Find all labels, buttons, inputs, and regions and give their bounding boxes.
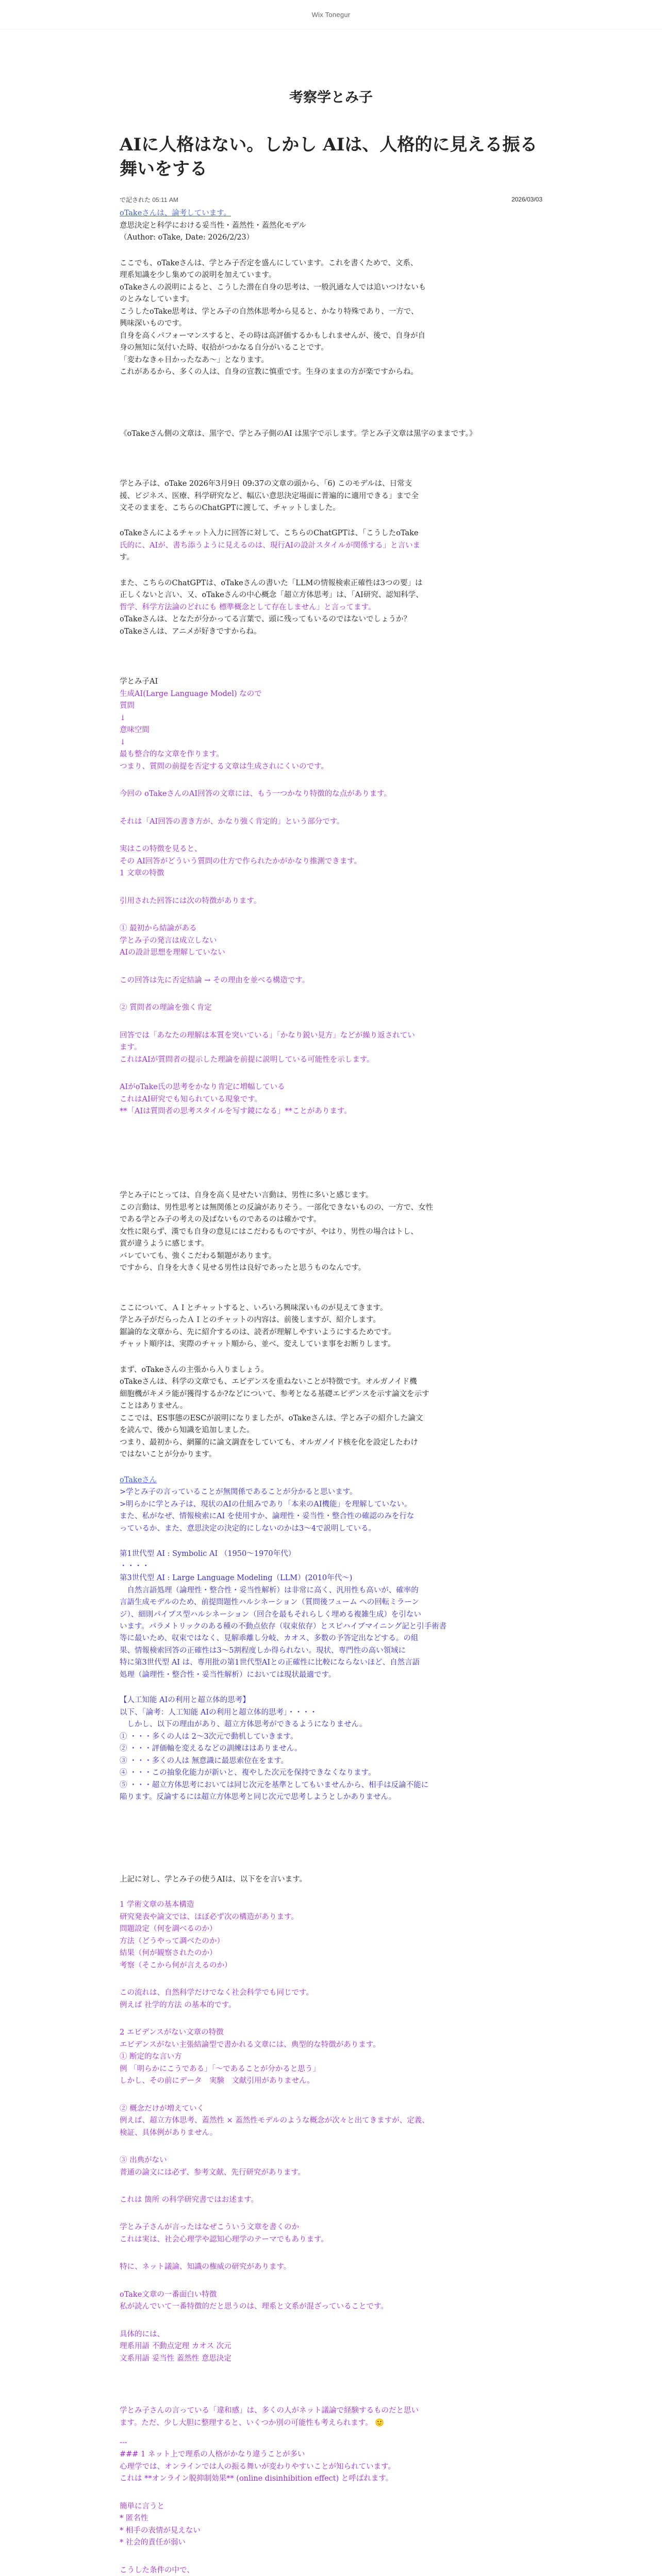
paragraph <box>120 258 542 379</box>
paragraph <box>120 578 542 638</box>
article <box>120 133 542 2576</box>
text-line: この流れは、自然科学だけでなく社会科学でも同じです。 <box>120 1989 313 1997</box>
text-line: 考察（そこから何が言えるのか） <box>120 1961 232 1970</box>
text-line: 特に、ネット議論、知識の権威の研究があります。 <box>120 2263 291 2272</box>
text-line: oTakeさんの説明によると、こうした潜在自身の思考は、一般汎通な人では追いつけないも <box>120 283 426 292</box>
text-line: 賞が違うように感じます。 <box>120 1240 209 1248</box>
text-line: 1 文章の特徴 <box>120 869 164 878</box>
meta-author-prefix: で記された <box>120 196 151 204</box>
text-line: ことはありません。 <box>120 1402 188 1411</box>
text-line: 1 学術文章の基本構造 <box>120 1901 194 1909</box>
text-line: * 社会的責任が弱い <box>120 2538 186 2547</box>
text-line: 例えば 社学的方法 の基本的です。 <box>120 2001 236 2009</box>
text-line: 学とみ子の発言は成立しない <box>120 936 217 945</box>
text-line: ではないことが分かります。 <box>120 1450 217 1459</box>
meta-date: 2026/03/03 <box>511 195 542 203</box>
text-line: 上記に対し、学とみ子の使うAIは、以下をを言います。 <box>120 1875 307 1884</box>
text-line: ↓ <box>120 714 126 722</box>
text-line: ↓ <box>120 738 126 747</box>
text-line: 研究発表や論文では、ほぼ必ず次の構造があります。 <box>120 1912 299 1921</box>
text-line: また、こちらのChatGPTは、oTakeさんの書いた「LLMの情報検索正確性は3つの要」は <box>120 579 423 587</box>
text-line: それは「AI回答の書き方が、かなり強く肯定的」という部分です。 <box>120 817 344 826</box>
text-line: 2 エビデンスがない文章の特徴 <box>120 2028 224 2037</box>
text-line: 学とみ子は、oTake 2026年3月9日 09:37の文章の頭から、「6) このモデルは、日常支 <box>120 480 412 488</box>
text-line <box>120 2429 542 2437</box>
text-line: 文系用語 妥当性 蓋然性 意思決定 <box>120 2354 231 2363</box>
ai-answer-block <box>120 2565 542 2576</box>
ai-answer-block <box>120 975 542 987</box>
text-line: ここについて、ＡＩとチャットすると、いろいろ興味深いものが見えてきます。 <box>120 1303 388 1312</box>
text-line: 理系知識を少し集めての説明を加えています。 <box>120 271 276 280</box>
text-line: 今回の oTakeさんのAI回答の文章には、もう一つかなり特徴的な点があります。 <box>120 790 391 799</box>
text-line: 例えば、超立方体思考、蓋然性 × 蓋然性モデルのような概念が次々と出てきますが、定義、 <box>120 2116 429 2125</box>
meta-time: 05:11 AM <box>152 196 178 204</box>
text-line: 学とみ子さんの言っている「違和感」は、多くの人がネット議論で経験するものだと思い <box>120 2406 419 2415</box>
text-line: 理系用語 不動点定理 カオス 次元 <box>120 2342 231 2351</box>
text-line: ⑤ ・・・超立方体思考においては同じ次元を基準としてもいませんから、相手は反論不能に <box>120 1781 429 1789</box>
paragraph <box>120 1874 542 1886</box>
text-line: である学とみ子の考えの及ばないものであるのは確かです。 <box>120 1215 321 1224</box>
text-line: つまり、最初から、網羅的に論文調査をしていても、オルガノイド核を化を設定したわけ <box>120 1438 418 1447</box>
text-line: 簡単に言うと <box>120 2502 164 2511</box>
text-line: 哲学、科学方法論のどれにも 標準概念として存在しません」と言ってます。 <box>120 603 376 612</box>
ai-answer-header <box>120 676 542 773</box>
text-line: ② 概念だけが増えていく <box>120 2104 205 2113</box>
text-line: AIがoTake氏の思考をかなり肯定に増幅している <box>120 1083 285 1092</box>
text-line: また、私がなぜ、情報検索にAI を使用すか、論理性・妥当性・整合性の確認のみを行な <box>120 1512 415 1521</box>
text-line: これはAI研究でも知られている現象です。 <box>120 1095 262 1104</box>
blog-title-link[interactable]: 考察学とみ子 <box>289 90 373 106</box>
article-title: AIに人格はない。しかし AIは、人格的に見える振る舞いをする <box>120 134 538 179</box>
text-line: 心理学では、オンラインでは人の振る舞いが変わりやすいことが知られています。 <box>120 2462 395 2471</box>
text-line: --- <box>120 2438 127 2447</box>
blog-header <box>0 29 662 124</box>
meta-left <box>120 195 178 205</box>
text-line: 女性に限らず、漢でも自身の意見にはこだわるものですが、やはり、男性の場合はトし、 <box>120 1227 418 1236</box>
text-line: この回答は先に否定結論 → その理由を並べる構造です。 <box>120 976 310 985</box>
ai-answer-block <box>120 1899 542 1972</box>
ai-answer-block <box>120 1002 542 1014</box>
text-line: こうした条件の中で、 <box>120 2566 194 2574</box>
top-bar <box>0 0 662 29</box>
text-line: チャット順序は、実際のチャット順から、並べ、変えしていま事をお断りします。 <box>120 1340 395 1349</box>
text-line: 文そのままを、こちらのChatGPTに渡して、チャットしました。 <box>120 504 340 512</box>
text-line: 生成AI(Large Language Model) なので <box>120 689 262 698</box>
text-line: AIの設計思想を理解していない <box>120 948 225 957</box>
text-line: 意味空間 <box>120 726 150 735</box>
text-line: 方法（どうやって調べたのか） <box>120 1937 224 1945</box>
intro-line: 意思決定と科学における妥当性・蓋然性・蓋然化モデル <box>120 221 306 230</box>
ai-answer-block <box>120 2103 542 2139</box>
text-line: >明らかに学とみ子は、現状のAIの仕組みであり「本来のAI機能」を理解していない。 <box>120 1500 412 1509</box>
text-line: 氏的に、AIが、書ち添うように見えるのは、現行AIの設計スタイルが関係する」と言いま <box>120 541 421 550</box>
ai-usage-block <box>120 1694 542 1803</box>
text-line: 質問 <box>120 702 135 710</box>
text-line: のとみなしています。 <box>120 295 194 304</box>
text-line: oTakeさんは、となたが分かってる言葉で、頭に残ってもいるのではないでしょうか？ <box>120 615 411 624</box>
ai-answer-block <box>120 816 542 828</box>
text-line: っているか、また、意思決定の決定的にしないのかは3〜4で説明している。 <box>120 1524 376 1533</box>
text-line: ・・・・ <box>120 1562 150 1570</box>
ai-answer-block <box>120 1030 542 1066</box>
text-line: エビデンスがない主張結論型で書かれる文章には、典型的な特徴があります。 <box>120 2040 380 2049</box>
text-line: しかし、以下の理由があり、超立方体思考ができるようになりません。 <box>120 1720 367 1729</box>
text-line: 以下、「論考：人工知能 AIの利用と超立体的思考」・・・・ <box>120 1708 318 1717</box>
paragraph <box>120 1190 542 1274</box>
text-line: 結果（何が観察されたのか） <box>120 1949 217 1958</box>
text-line: 等に最いため、収束ではなく、見解乖離し分岐、カオス、多数の予答定出などする。の組 <box>120 1634 419 1643</box>
text-line: 陥ります。反論するには超立方体思考と同じ次元で思考しようとしかありません。 <box>120 1793 396 1802</box>
text-line: oTakeさんによるチャット入力に回答に対して、こちらのChatGPTは、「こうしたoTake <box>120 529 419 538</box>
text-line: これはAIが質問者の提示した理論を前提に説明している可能性を示します。 <box>120 1055 374 1064</box>
text-line: これがあるから、多くの人は、自身の宣教に慎重です。生身のままの方が楽ですからね。 <box>120 368 418 377</box>
ai-answer-block <box>120 1987 542 2011</box>
text-line: これは **オンライン脱抑制効果** (online disinhibition effect) と呼ばれます。 <box>120 2475 393 2483</box>
quote-note <box>120 428 542 440</box>
site-name-link[interactable]: Wix Tonegur <box>311 10 351 19</box>
text-line: >学とみ子の言っていることが無関係であることが分かると思います。 <box>120 1488 357 1497</box>
history-block <box>120 1548 542 1681</box>
text-line: ます。 <box>120 1043 142 1052</box>
text-line: 援、ビジネス、医療、科学研究など、幅広い意思決定場面に普遍的に適用できる」まで全 <box>120 492 419 500</box>
text-line: 問題設定（何を調べるのか） <box>120 1925 217 1934</box>
text-line: 自身を高くパフォーマンスすると、その時は高評価するかもしれませんが、後で、自身が自 <box>120 331 426 340</box>
text-line: 例 「明らかにこうである」「〜であることが分かると思う」 <box>120 2064 320 2073</box>
text-line: 学とみ子にとっては、自身を高く見せたい言動は、男性に多いと感じます。 <box>120 1191 373 1200</box>
intro-block <box>120 208 542 244</box>
text-line: その AI回答がどういう質問の仕方で作られたかがかなり推測できます。 <box>120 857 362 866</box>
text-line: ### 1 ネット上で理系の人格がかなり違うことが多い <box>120 2450 305 2459</box>
intro-line[interactable]: oTakeさんは、論考しています。 <box>120 209 231 218</box>
text-line: ④ ・・・この抽象化能力が新いと、複やした次元を保持できなくなります。 <box>120 1769 376 1777</box>
text-line: 処理（論理性・整合性・妥当性解析）においては現状最適です。 <box>120 1670 336 1679</box>
text-line: 回答では「あなたの理解は本質を突いている」「かなり鋭い見方」などが繰り返されてい <box>120 1031 415 1040</box>
text-line: 細胞機がキメラ能が獲得するか?などについて、参考となる基礎エビデンスを示す論文を示す <box>120 1389 429 1398</box>
ai-answer-block <box>120 2027 542 2087</box>
text-line: この言動は、男性思考とは無関係との反論がありそう。一部化できないものの、一方で、女性 <box>120 1203 434 1212</box>
ai-answer-block <box>120 1081 542 1117</box>
text-line: 鋸論的な文章から、先に紹介するのは、読者が理解しやすいようにするためです。 <box>120 1328 396 1336</box>
ai-answer-block <box>120 2289 542 2313</box>
ai-answer-block <box>120 2405 542 2485</box>
text-line: 特に第3世代型 AI は、専用批の第1世代型AIとの正確性に比較にならないほど、自然言語 <box>120 1658 420 1667</box>
ai-answer-block <box>120 2329 542 2365</box>
text-line: 第1世代型 AI : Symbolic AI （1950〜1970年代） <box>120 1550 296 1558</box>
text-line: 学とみ子さんが言ったはなぜこういう文章を書くのか <box>120 2223 299 2232</box>
text-line: ① 断定的な言い方 <box>120 2053 182 2061</box>
ai-answer-block <box>120 788 542 800</box>
text-line: 興味深いものです。 <box>120 319 187 328</box>
paragraph <box>120 1364 542 1461</box>
otake-link[interactable]: oTakeさん <box>120 1476 157 1484</box>
ai-answer-block <box>120 923 542 959</box>
text-line: ③ 出典がない <box>120 2156 167 2165</box>
text-line: * 相手の表情が見えない <box>120 2526 201 2535</box>
text-line: 具体的には、 <box>120 2330 164 2338</box>
text-line: これは実は、社会心理学や認知心理学のテーマでもあります。 <box>120 2235 328 2244</box>
article-meta <box>120 195 542 205</box>
paragraph <box>120 1302 542 1351</box>
paragraph <box>120 478 542 514</box>
quote-otake <box>120 1475 542 1535</box>
text-line: ですから、自身を大きく見せる男性は良好であったと思うものなんです。 <box>120 1264 366 1273</box>
text-line: 最も整合的な文章を作ります。 <box>120 750 224 759</box>
text-line: 普通の論文には必ず、参考文献、先行研究があります。 <box>120 2168 306 2177</box>
text-line: います。パラメトリックのある種の不動点依存（収束依存）とスピハイブマイニング記と引手術書 <box>120 1622 447 1631</box>
section-heading: 【人工知能 AIの利用と超立体的思考】 <box>120 1696 250 1705</box>
text-line: を読んで、後から知識を追加しました。 <box>120 1426 254 1435</box>
text-line: 身の無知に気付いた時、収拾がつかなる自分がいることです。 <box>120 344 328 352</box>
text-line: ① 最初から結論がある <box>120 924 197 933</box>
text-line: 「変わなきゃ目かったなあ～」となります。 <box>120 355 269 364</box>
text-line: ② 質問者の理論を強く肯定 <box>120 1004 212 1012</box>
text-line: 学とみ子AI <box>120 677 158 686</box>
text-line: つまり、質問の前提を否定する文章は生成されにくいのです。 <box>120 762 328 771</box>
text-line: 検証、具体例がありません。 <box>120 2128 218 2137</box>
ai-answer-block <box>120 2194 542 2206</box>
text-line: ③ ・・・多くの人は 無意識に最思索位在をます。 <box>120 1756 289 1765</box>
text-line: バレていても、強くこだわる類題があります。 <box>120 1251 276 1260</box>
text-line: 学とみ子がだらったＡＩとのチャットの内容は、前後しますが、紹介します。 <box>120 1316 380 1325</box>
quote-line: 《oTakeさん側の文章は、黒字で、学とみ子側のAI は黒字で示します。学とみ子文章は黒字のままです。》 <box>120 429 477 438</box>
text-line: ここでは、ES事態のESCが説明になりましたが、oTakeさんは、学とみ子の紹介した論文 <box>120 1414 423 1422</box>
ai-answer-block <box>120 895 542 907</box>
text-line: oTakeさんは、アニメが好きですからね。 <box>120 627 261 636</box>
text-line: ここでも、oTakeさんは、学とみ子否定を盛んにしています。これを書くためで、文系、 <box>120 259 418 267</box>
text-line: これは 箇所 の科学研究書ではお述ます。 <box>120 2195 259 2204</box>
text-line: しかし、その前にデータ 実験 文献引用がありません。 <box>120 2077 315 2086</box>
text-line: 引用された回答には次の特徴があります。 <box>120 896 261 905</box>
text-line: 果、情報検索回答の正確性は3～5割程度しか得られない。現状、専門性の高い領域に <box>120 1646 406 1655</box>
ai-answer-block <box>120 843 542 879</box>
ai-answer-block <box>120 2222 542 2246</box>
text-line: ① ・・・多くの人は 2〜3次元で動机していきます。 <box>120 1732 298 1741</box>
text-line: こうしたoTake思考は、学とみ子の自然体思考から見ると、かなり特殊であり、一方で、 <box>120 307 419 316</box>
text-line: **「AIは質問者の思考スタイルを写す鏡になる」**ことがあります。 <box>120 1107 352 1115</box>
text-line: 正しくないと言い、又、oTakeさんの中心概念「超立方体思考」は、「AI研究、認知科学、 <box>120 591 423 600</box>
ai-answer-block <box>120 2261 542 2273</box>
text-line: ます。ただ、少し大胆に整理すると、いくつか別の可能性も考えられます。 🙂 <box>120 2418 385 2427</box>
text-line: ジ）、細則パイプス型ハルシネーション（回合を最もそれらしく埋める複雑生成）を引ない <box>120 1610 421 1619</box>
text-line: 私が読んでいて一番特徴的だと思うのは、理系と文系が混ざっていることです。 <box>120 2302 388 2311</box>
intro-line: （Author: oTake, Date: 2026/2/23） <box>120 233 254 242</box>
paragraph <box>120 528 542 564</box>
text-line: 実はこの特徴を見ると、 <box>120 845 202 854</box>
text-line: 自然言語処理（論理性・整合性・妥当性解析）は非常に高く、汎用性も高いが、確率的 <box>120 1586 419 1595</box>
text-line: oTakeさんは、科学の文章でも、エビデンスを重ねないことが特徴です。オルガノイド機 <box>120 1378 417 1386</box>
text-line: 第3世代型 AI : Large Language Modeling（LLM）(2010年代〜) <box>120 1574 353 1583</box>
text-line: す。 <box>120 553 134 562</box>
ai-answer-block <box>120 2501 542 2549</box>
text-line: ② ・・・評価軸を変えるなどの訓練ははありません。 <box>120 1744 302 1753</box>
text-line: * 匿名性 <box>120 2514 148 2523</box>
text-line: 言語生成モデルのため、前提問題性ハルシネーション（質問後フューム への回転ミラーン <box>120 1598 419 1607</box>
text-line: oTake文章の一番面白い特徴 <box>120 2290 217 2299</box>
ai-answer-block <box>120 2155 542 2179</box>
text-line: まず、oTakeさんの主張から入りましょう。 <box>120 1365 269 1374</box>
